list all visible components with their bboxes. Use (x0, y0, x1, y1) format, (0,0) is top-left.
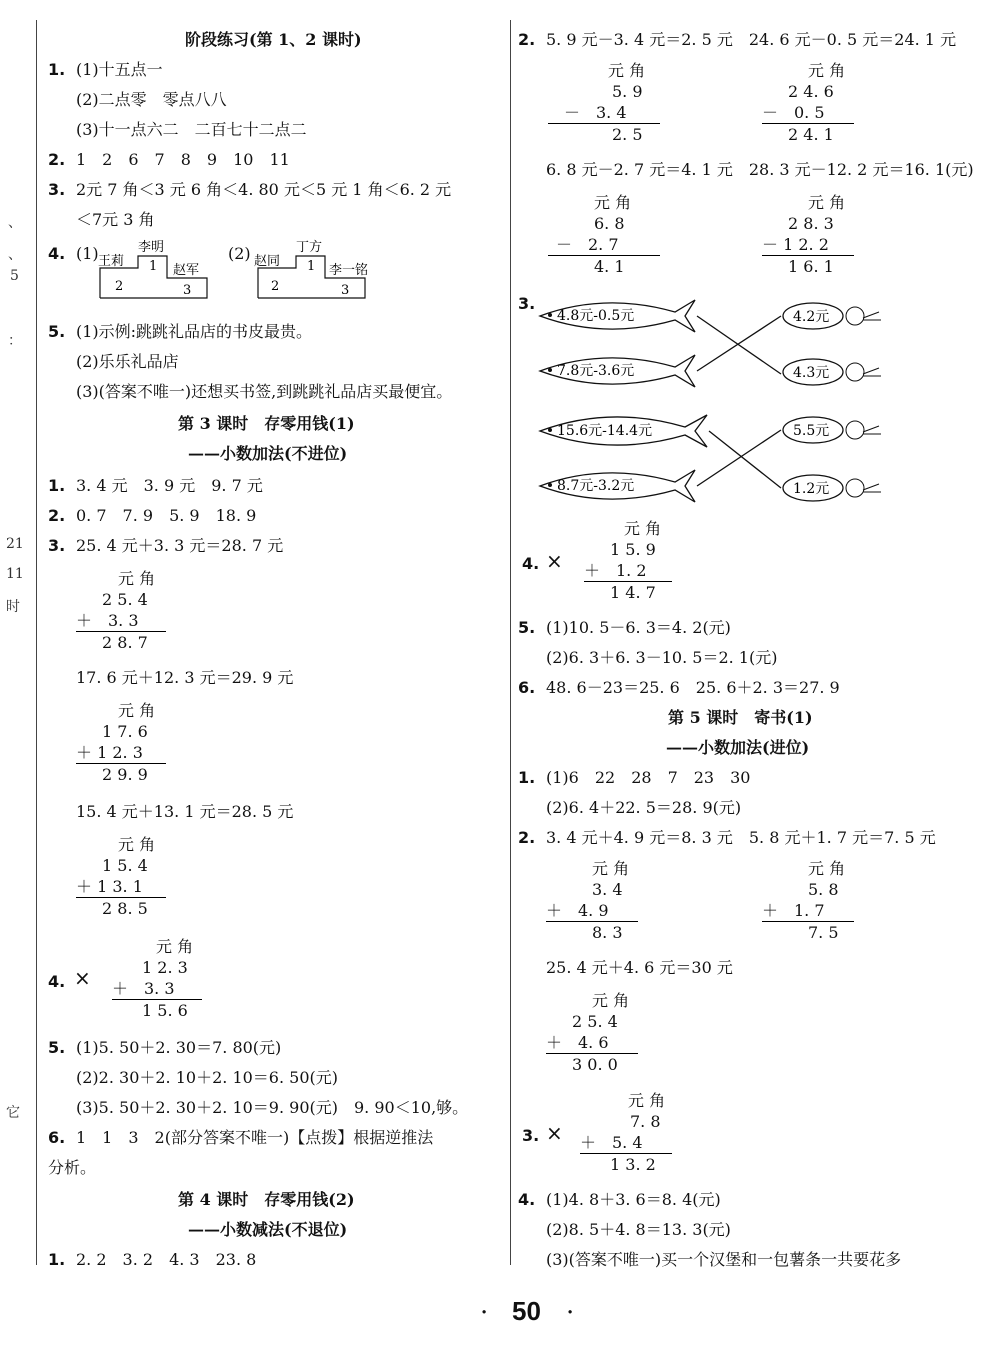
q-number: 5. (48, 322, 66, 341)
q-number: 1. (518, 768, 536, 787)
answer-line: 分析。 (48, 1158, 97, 1177)
answer-line: 25. 4 元＋3. 3 元＝28. 7 元 (76, 536, 284, 555)
edge-char: 、 (8, 215, 22, 231)
fish-3 (540, 415, 707, 447)
q-number: 2. (48, 506, 66, 525)
answer-line: (2)8. 5＋4. 8＝13. 3(元) (546, 1220, 731, 1239)
answer-line: (3)十一点六二 二百七十二点二 (76, 120, 307, 139)
q-number: 4. (518, 1190, 536, 1209)
edge-char: 21 (6, 536, 24, 552)
podium-rank: 1 (149, 259, 158, 274)
cross-mark: × (74, 966, 91, 990)
answer-line: (1) (76, 244, 99, 263)
fish-2 (540, 355, 695, 387)
podium-name: 赵军 (173, 263, 200, 278)
page-number: 50 (512, 1296, 541, 1326)
answer-line: 1 1 3 2(部分答案不唯一)【点拨】根据逆推法 (76, 1128, 434, 1147)
edge-char: ： (8, 333, 22, 349)
cat-answer-4 (783, 475, 881, 501)
podium-name: 李一铭 (329, 263, 369, 278)
podium-name: 王莉 (98, 254, 125, 269)
edge-char: 、 (8, 247, 22, 263)
podium-rank: 2 (115, 279, 124, 294)
vertical-calc: 元 角 1 7. 6 ＋ 1 2. 3 2 9. 9 (76, 700, 166, 785)
q-number: 4. (48, 244, 66, 263)
q-number: 4. (522, 554, 540, 573)
cross-mark: × (546, 1121, 563, 1145)
q-number: 3. (518, 294, 536, 313)
fish-4 (540, 470, 695, 502)
vertical-calc: 元 角 3. 4 ＋ 4. 9 8. 3 (546, 858, 638, 943)
answer-line: (1)6 22 28 7 23 30 (546, 768, 751, 787)
answer-line: 17. 6 元＋12. 3 元＝29. 9 元 (76, 668, 294, 687)
answer-line: (3)(答案不唯一)还想买书签,到跳跳礼品店买最便宜。 (76, 382, 453, 401)
answer-line: 5. 9 元－3. 4 元＝2. 5 元 24. 6 元－0. 5 元＝24. 1 元 (546, 30, 957, 49)
fish-expression: 15.6元-14.4元 (557, 423, 653, 439)
fish-expression: 7.8元-3.6元 (557, 363, 635, 379)
edge-char: 它 (6, 1105, 20, 1121)
section-subtitle: ——小数加法(进位) (666, 738, 810, 757)
answer-line: 25. 4 元＋4. 6 元＝30 元 (546, 958, 733, 977)
q-number: 3. (522, 1126, 540, 1145)
podium-diagram-1 (95, 236, 220, 306)
answer-line: (2)二点零 零点八八 (76, 90, 227, 109)
answer-line: 1 2 6 7 8 9 10 11 (76, 150, 290, 169)
fish-1 (540, 300, 695, 332)
section-title: 阶段练习(第 1、2 课时) (185, 30, 362, 49)
answer-line: 3. 4 元 3. 9 元 9. 7 元 (76, 476, 263, 495)
answer-line: (1)4. 8＋3. 6＝8. 4(元) (546, 1190, 721, 1209)
answer-line: (2)6. 4＋22. 5＝28. 9(元) (546, 798, 742, 817)
answer-line: (1)10. 5－6. 3＝4. 2(元) (546, 618, 731, 637)
cat-value: 4.2元 (793, 309, 830, 325)
page-dot: · (480, 1298, 489, 1328)
answer-line: ＜7元 3 角 (76, 210, 155, 229)
podium-diagram-2 (253, 236, 383, 306)
answer-line: 6. 8 元－2. 7 元＝4. 1 元 28. 3 元－12. 2 元＝16. 1(元) (546, 160, 974, 179)
edge-char: 11 (6, 566, 24, 582)
podium-name: 赵同 (254, 254, 281, 269)
answer-line: (1)5. 50＋2. 30＝7. 80(元) (76, 1038, 282, 1057)
section-title: 第 4 课时 存零用钱(2) (178, 1190, 355, 1209)
q-number: 3. (48, 536, 66, 555)
fish-expression: 4.8元-0.5元 (557, 308, 635, 324)
center-rule (510, 20, 511, 1265)
vertical-calc: 元 角 1 5. 9 ＋ 1. 2 1 4. 7 (584, 518, 672, 603)
edge-char: 5 (10, 268, 19, 284)
section-title: 第 5 课时 寄书(1) (668, 708, 813, 727)
q-number: 3. (48, 180, 66, 199)
page-dot: · (566, 1298, 575, 1328)
answer-line: 2元 7 角＜3 元 6 角＜4. 80 元＜5 元 1 角＜6. 2 元 (76, 180, 452, 199)
cat-answer-3 (783, 417, 881, 443)
answer-line: 0. 7 7. 9 5. 9 18. 9 (76, 506, 257, 525)
vertical-calc: 元 角 2 4. 6 － 0. 5 2 4. 1 (762, 60, 854, 145)
answer-line: (3)(答案不唯一)买一个汉堡和一包薯条一共要花多 (546, 1250, 902, 1269)
answer-line: (1)十五点一 (76, 60, 163, 79)
answer-line: (2)乐乐礼品店 (76, 352, 179, 371)
vertical-calc: 元 角 2 5. 4 ＋ 3. 3 2 8. 7 (76, 568, 166, 653)
vertical-calc: 元 角 2 8. 3 － 1 2. 2 1 6. 1 (762, 192, 854, 277)
q-number: 4. (48, 972, 66, 991)
answer-line: (3)5. 50＋2. 30＋2. 10＝9. 90(元) 9. 90＜10,够。 (76, 1098, 469, 1117)
podium-name: 李明 (138, 240, 165, 255)
q-number: 5. (518, 618, 536, 637)
q-number: 5. (48, 1038, 66, 1057)
podium-rank: 3 (341, 283, 350, 298)
cat-value: 4.3元 (793, 365, 830, 381)
podium-rank: 1 (307, 259, 316, 274)
vertical-calc: 元 角 1 2. 3 ＋ 3. 3 1 5. 6 (112, 936, 202, 1021)
q-number: 2. (518, 30, 536, 49)
cat-answer-1 (783, 303, 881, 329)
answer-line: (2) (228, 244, 251, 263)
vertical-calc: 元 角 6. 8 － 2. 7 4. 1 (548, 192, 660, 277)
q-number: 1. (48, 1250, 66, 1269)
answer-line: 15. 4 元＋13. 1 元＝28. 5 元 (76, 802, 294, 821)
edge-char: 时 (6, 599, 20, 615)
q-number: 2. (518, 828, 536, 847)
match-line (709, 431, 781, 488)
vertical-calc: 元 角 5. 9 － 3. 4 2. 5 (548, 60, 660, 145)
answer-line: (2)6. 3＋6. 3－10. 5＝2. 1(元) (546, 648, 778, 667)
section-subtitle: ——小数减法(不退位) (188, 1220, 348, 1239)
q-number: 6. (518, 678, 536, 697)
cross-mark: × (546, 549, 563, 573)
answer-line: (2)2. 30＋2. 10＋2. 10＝6. 50(元) (76, 1068, 338, 1087)
answer-line: 48. 6－23＝25. 6 25. 6＋2. 3＝27. 9 (546, 678, 840, 697)
cat-value: 5.5元 (793, 423, 830, 439)
podium-rank: 2 (271, 279, 280, 294)
q-number: 6. (48, 1128, 66, 1147)
vertical-calc: 元 角 2 5. 4 ＋ 4. 6 3 0. 0 (546, 990, 638, 1075)
fish-matching-diagram (535, 290, 895, 510)
podium-name: 丁方 (296, 240, 323, 255)
left-margin-rule (36, 20, 37, 1265)
fish-expression: 8.7元-3.2元 (557, 478, 635, 494)
answer-line: (1)示例:跳跳礼品店的书皮最贵。 (76, 322, 313, 341)
answer-line: 3. 4 元＋4. 9 元＝8. 3 元 5. 8 元＋1. 7 元＝7. 5 元 (546, 828, 936, 847)
cat-answer-2 (783, 359, 881, 385)
podium-rank: 3 (183, 283, 192, 298)
q-number: 1. (48, 476, 66, 495)
cat-value: 1.2元 (793, 481, 830, 497)
vertical-calc: 元 角 5. 8 ＋ 1. 7 7. 5 (762, 858, 854, 943)
section-subtitle: ——小数加法(不进位) (188, 444, 348, 463)
q-number: 2. (48, 150, 66, 169)
q-number: 1. (48, 60, 66, 79)
answer-line: 2. 2 3. 2 4. 3 23. 8 (76, 1250, 257, 1269)
vertical-calc: 元 角 1 5. 4 ＋ 1 3. 1 2 8. 5 (76, 834, 166, 919)
vertical-calc: 元 角 7. 8 ＋ 5. 4 1 3. 2 (580, 1090, 672, 1175)
section-title: 第 3 课时 存零用钱(1) (178, 414, 355, 433)
